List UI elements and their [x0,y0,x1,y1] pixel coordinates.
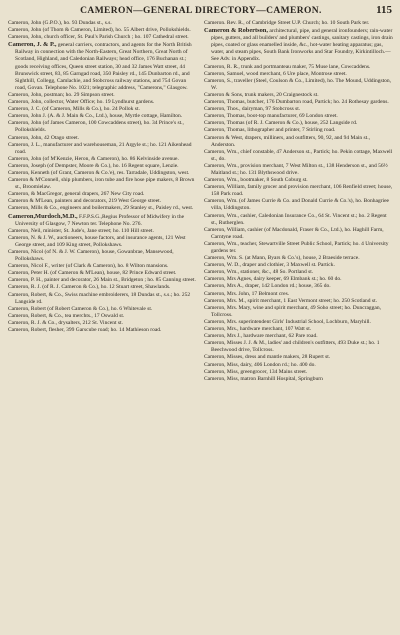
directory-entry [204,376,394,383]
entry-text: Cameron, Wm., teacher, Stewartville Street Public School, Partick; ho. 4 University gardens ter. [204,240,389,254]
directory-entry [204,319,394,326]
directory-entry [8,92,198,99]
entry-text: Cameron, Mrs. Mary, wine and spirit merchant, 49 Soho street; ho. Duncraggan, Tollcross. [204,304,381,318]
entry-text: Cameron, Wm., bootmaker, 8 South Coburg st. [204,177,308,184]
entry-name-bold: Cameron & Robertson, [204,27,268,35]
directory-entry [204,262,394,269]
entry-text: Cameron, Wm., chief constable, 47 Anderson st., Partick; ho. Pekin cottage, Maxwell st., do. [204,148,393,162]
entry-name-bold: Cameron, J. & P., [8,41,57,49]
entry-text: Cameron, N. & J. W., auctioneers, house factors, and insurance agents, 121 West George street, and 109 King street, Pollokshaws. [8,234,186,248]
directory-entry [8,170,198,177]
directory-entry [204,269,394,276]
directory-entry [8,198,198,205]
entry-text: Cameron, Neil, minister, St. Jude's, Jane street; ho. 110 Hill street. [8,227,154,234]
entry-text: Cameron, Miss, matron Barnhill Hospital, Springburn [204,375,323,382]
directory-entry [8,213,198,228]
entry-text: Cameron, John (of M'Kenzie, Heron, & Cameron), ho. 86 Kelvinside avenue. [8,155,179,162]
entry-text: Cameron, John J. (A. & J. Main & Co., Ltd.), house, Myrtle cottage, Hamilton. [8,113,183,120]
directory-entry [204,20,394,27]
directory-entry [204,326,394,333]
entry-text: Cameron, Mrs J., hardware merchant, 62 Pare road. [204,333,318,340]
directory-entry [204,120,394,127]
directory-entry [204,149,394,163]
entry-text: Cameron, Peter H. (of Cameron & M'Lean), house, 82 Prince Edward street. [8,270,177,277]
directory-entry [8,313,198,320]
directory-entry [204,362,394,369]
directory-entry [204,291,394,298]
entry-text: Cameron, Miss, greengrocer, 134 Mains street. [204,368,308,375]
entry-text: Cameron, Mrs A., draper, 142 London rd.; house, 365 do. [204,283,331,290]
entry-text: Cameron, J. L., manufacturer and warehouseman, 21 Argyle st.; ho. 121 Aikenhead road. [8,141,192,155]
directory-columns [8,20,394,633]
directory-entry [8,327,198,334]
directory-entry [8,135,198,142]
entry-text: Cameron, Misses, dress and mantle makers, 28 Rupert st. [204,354,331,361]
entry-text: Cameron, Mrs. John, 17 Belmont cres. [204,290,290,297]
directory-entry [8,228,198,235]
entry-text: Cameron, Wm., cashier, Caledonian Insurance Co., 64 St. Vincent st.; ho. 2 Regent st., Rutherglen. [204,212,387,226]
entry-name-bold: Cameron,Murdoch,M.D., [8,212,78,220]
directory-entry [204,64,394,71]
directory-entry [8,292,198,306]
entry-text: Cameron, R. J. & Co., drysalters, 212 St. Vincent st. [8,319,123,326]
entry-text: Cameron, Thomas (of R. J. Cameron & Co.), house, 252 Langside rd. [204,120,358,127]
right-column [204,20,394,633]
directory-entry [8,142,198,156]
directory-entry [8,34,198,41]
entry-text: general carriers, contractors, and agents for the North British Railway in connection with the North-Eastern, Great Northern, Great North of Scotland, Highland, and Caledonian Railways; head office, 176 Buchanan st.; goods receiving offices, Queen street station, 30 and 32 James Watt street, 44 Brunswick street, 83, 85 Garngad road, 350 Paisley rd., 145 Dunbarton rd., and Sighthill, Collegg, Camlachie, and Stobcross railway stations, and 754 Govan road, Govan. Telephone No. 1021; telegraphic address, "Camerons," Glasgow. [15,42,192,91]
directory-entry [204,305,394,319]
entry-text: Cameron, Robert, & Co., tea merchts., 17 Oswald st. [8,312,125,319]
directory-entry [204,92,394,99]
entry-text: Cameron, Mrs Agnes, dairy keeper, 69 Elmbank st.; ho. 60 do. [204,276,342,283]
entry-text: Cameron & M'Connell, ship plumbers, iron tube and fire hose pipe makers, 8 Brown st., Broomielaw. [8,177,195,191]
directory-entry [204,198,394,212]
entry-text: Cameron & West, drapers, milliners, and outfitters, 90, 92, and 94 Main st., Anderston. [204,134,370,148]
entry-text: Cameron, John (of James Cameron, 100 Cowcaddens street), ho. 34 Prince's st., Pollokshields. [8,120,184,134]
directory-entry [8,120,198,134]
entry-text: Cameron, Mills & Co., engineers and boilermakers, 29 Stanley st., Paisley rd., west. [8,205,194,212]
directory-entry [8,177,198,191]
directory-entry [8,205,198,212]
entry-text: Cameron, William, cashier (of Macdonald, Fraser & Co., Ltd.), ho. Haghill Farm, Carntyne road. [204,226,384,240]
entry-text: Cameron, Kenneth (of Grant, Cameron & Co.'e), res. Tarradale, Uddingston, west. [8,169,190,176]
entry-text: Cameron, Thomas, lithographer and printer, 7 Stirling road. [204,127,336,134]
entry-text: Cameron, Thomas, butcher, 176 Dumbarton road, Partick; ho. 24 Rothesay gardens. [204,99,389,106]
entry-text: Cameron. Rev. R., of Cambridge Street U.P. Church; ho. 10 South Park ter. [204,20,370,26]
directory-entry [204,184,394,198]
directory-entry [8,235,198,249]
directory-entry [204,163,394,177]
entry-text: Cameron, Thomas, boot-top manufacturer, 69 London street. [204,113,338,120]
entry-text: Cameron, Wm. S. (at Mann, Byars & Co.'s), house, 2 Braeside terrace. [204,255,360,262]
entry-text: Cameron, Robert (of Robert Cameron & Co.), ho. 6 Whitevale st. [8,305,153,312]
entry-text: Cameron, S., traveller (Steel, Coulson & Co., Limited), ho. The Mound, Uddingston, W. [204,77,392,91]
entry-text: Cameron, Nicol (of N. & J. W. Cameron), house, Gowanbrae, Mansewood, Pollokshaws. [8,249,174,263]
directory-entry [8,306,198,313]
entry-text: Cameron, John, postman; ho. 29 Simpson street. [8,91,115,98]
entry-text: Cameron, R. J. (of R. J. Cameron & Co.), ho. 12 Stuart street, Shawlands. [8,284,171,291]
entry-text: Cameron, R. R., trunk and portmanteau maker, 75 Muse lane, Cowcaddens. [204,63,371,70]
directory-entry [8,270,198,277]
directory-entry [204,276,394,283]
entry-text: Cameron, John (of Thom & Cameron, Limited), ho. 55 Albert drive, Pollokshields. [8,27,191,34]
entry-text: Cameron, Robert, & Co., Swiss machine embroiderers, 18 Dundas st., s.s.; ho. 252 Langside rd. [8,291,191,305]
entry-text: Cameron, Wm. (of James Currie & Co. and Donald Currie & Co.'s), ho. Bonhagriee villa, Uddingston. [204,198,389,212]
entry-text: Cameron & Sons, trunk makers, 20 Craignestock st. [204,91,319,98]
directory-entry [204,99,394,106]
directory-entry [204,213,394,227]
directory-entry [204,27,394,63]
running-title: CAMERON—GENERAL DIRECTORY—CAMERON. [80,6,322,16]
directory-entry [8,156,198,163]
entry-text: Cameron, Robert, flesher, 399 Garscube road; ho. 14 Mathieson road. [8,327,162,334]
directory-entry [8,41,198,92]
entry-text: Cameron, & MacGregor, general drapers, 267 New City road. [8,191,145,198]
entry-text: Cameron, William, family grocer and provision merchant, 106 Renfield street; house, 158 Park road. [204,184,393,198]
directory-entry [204,354,394,361]
directory-entry [204,127,394,134]
entry-text: Cameron, John, collector, Water Office; ho. 19 Lyndhurst gardens. [8,99,155,106]
entry-text: Cameron, P. H., painter and decorator, 26 Main st., Bridgeton ; ho. 85 Canning street. [8,277,196,284]
directory-entry [204,135,394,149]
directory-entry [204,78,394,92]
entry-text: Cameron, Nicol F., writer (of Clark & Cameron), ho. 8 Wilton mansions. [8,263,169,270]
entry-text: Cameron, Mrs. superintendent Girls' Industrial School, Lochburn, Maryhill. [204,318,371,325]
directory-entry [204,298,394,305]
entry-text: Cameron, J. C. (of Cameron, Mills & Co.), ho. 24 Pollok st. [8,106,140,113]
entry-text: Cameron, Miss, dairy, 406 London rd.; ho. 400 do. [204,361,316,368]
entry-text: Cameron, Thos., dairyman, 97 Stobcross st. [204,106,301,113]
entry-text: Cameron & M'Lean, painters and decorators, 219 West George street. [8,198,162,205]
entry-text: Cameron, John, church officer, St. Paul's Parish Church ; ho. 107 Cathedral street. [8,34,189,41]
directory-entry [204,241,394,255]
directory-entry [204,340,394,354]
entry-text: Cameron, Samuel, wood merchant, 6 Ure place, Montrose street. [204,70,347,77]
directory-entry [8,284,198,291]
directory-entry [8,191,198,198]
entry-text: F.F.P.S.G.,Regius Professor of Midwifery in the University of Glasgow, 7 Newton ter. Telephone No. 276. [15,213,185,227]
entry-text: Cameron, John, 42 Otago street. [8,134,80,141]
entry-text: Cameron, Mrs., hardware merchant, 107 Watt st. [204,326,312,333]
directory-entry [204,283,394,290]
entry-text: architectural, pipe, and general ironfounders; rain-water pipes, gutters, and all builders' and plumbers' castings, sanitary castings, iron drain pipes, coated or glass enamelled inside, &c., hot-water heating apparatus; gas, water, and steam pipes, South Bank Ironworks and Star Foundry, Kirkintilloch.—See Adv. in Appendix. [211,28,393,63]
entry-text: Cameron, Mrs. M., spirit merchant, 1 East Vermont street; ho. 250 Scotland st. [204,297,377,304]
entry-text: Cameron, W. D., draper and clothier, 3 Maxwell st. Partick. [204,262,335,269]
directory-entry [8,249,198,263]
directory-entry [204,369,394,376]
directory-entry [204,255,394,262]
entry-text: Cameron, Misses J. J. & M., ladies' and children's outfitters, 493 Duke st.; ho. 1 Beechwood drive, Tollcross. [204,340,380,354]
directory-entry [8,163,198,170]
page-number: 115 [376,4,392,16]
entry-text: Cameron, John (G.P.O.), ho. 93 Dundas st., s.s. [8,20,112,26]
entry-text: Cameron, Wm., stationer, &c., 48 So. Portland st. [204,269,314,276]
entry-text: Cameron, Joseph (of Dempster, Moore & Co.), ho. 16 Regent square, Lenzie. [8,162,179,169]
directory-entry [204,227,394,241]
directory-entry [204,71,394,78]
directory-entry [8,320,198,327]
entry-text: Cameron, Wm., provision merchant, 7 West Milton st., 138 Henderson st., and 56½ Maitland st.; ho. 131 Blythswood drive. [204,162,388,176]
left-column [8,20,198,633]
